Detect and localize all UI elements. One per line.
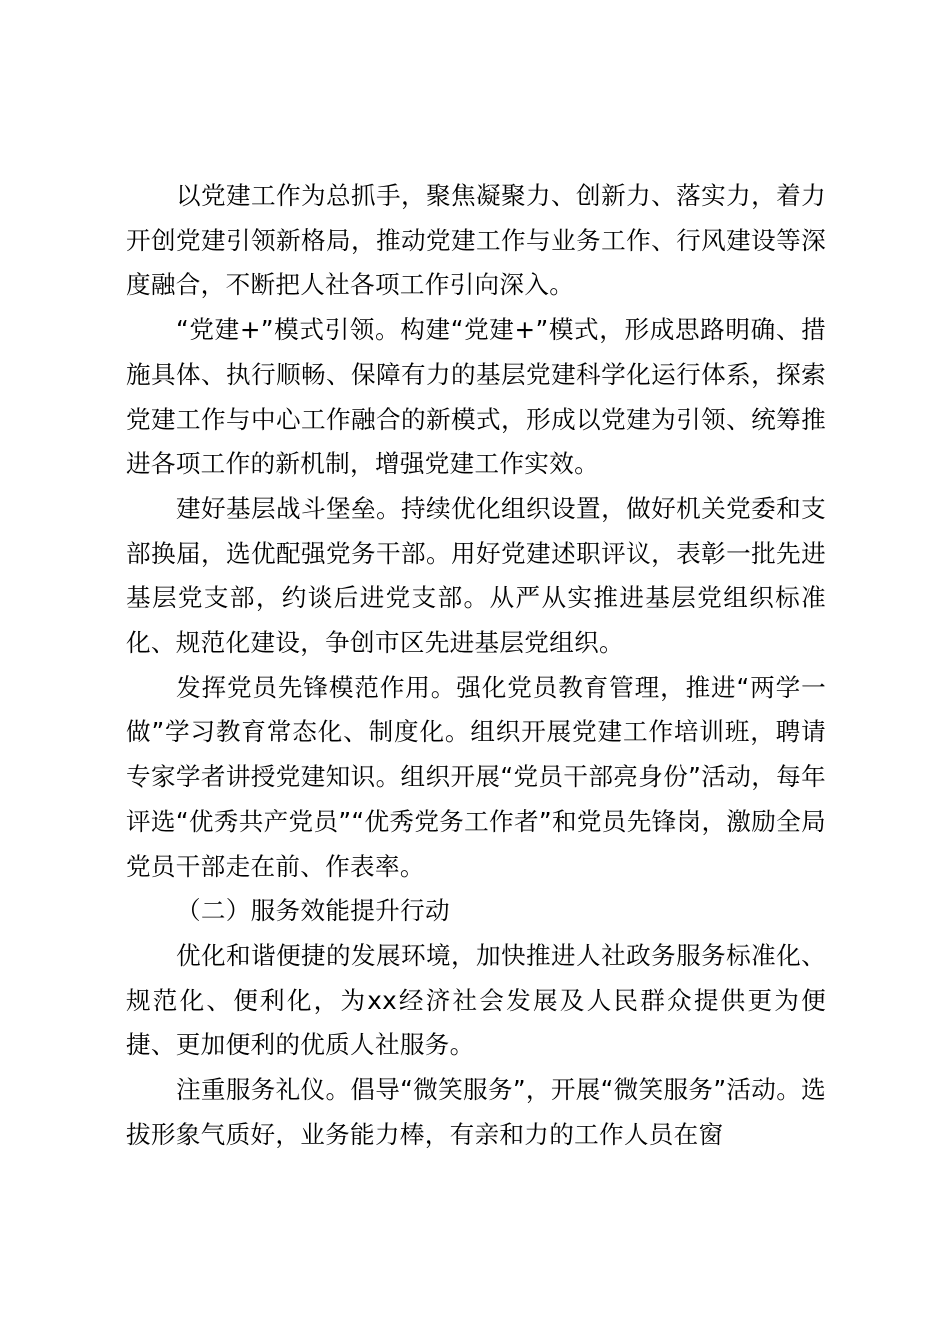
- paragraph-service-etiquette: 注重服务礼仪。倡导“微笑服务”，开展“微笑服务”活动。选拔形象气质好，业务能力棒，有亲和力的工作人员在窗: [126, 1075, 826, 1149]
- paragraph-party-member-vanguard: 发挥党员先锋模范作用。强化党员教育管理，推进“两学一做”学习教育常态化、制度化。组织开展党建工作培训班，聘请专家学者讲授党建知识。组织开展“党员干部亮身份”活动，每年评选“优秀共产党员”“优秀党务工作者”和党员先锋岗，激励全局党员干部走在前、作表率。: [126, 672, 826, 881]
- section-heading-service-efficiency: （二）服务效能提升行动: [176, 896, 450, 926]
- paragraph-grassroots-fortress: 建好基层战斗堡垒。持续优化组织设置，做好机关党委和支部换届，选优配强党务干部。用好党建述职评议，表彰一批先进基层党支部，约谈后进党支部。从严从实推进基层党组织标准化、规范化建设，争创市区先进基层党组织。: [126, 493, 826, 658]
- paragraph-party-building-intro: 以党建工作为总抓手，聚焦凝聚力、创新力、落实力，着力开创党建引领新格局，推动党建工作与业务工作、行风建设等深度融合，不断把人社各项工作引向深入。: [126, 181, 826, 300]
- document-body: [126, 174, 826, 1157]
- paragraph-service-environment: 优化和谐便捷的发展环境，加快推进人社政务服务标准化、规范化、便利化，为xx经济社会发展及人民群众提供更为便捷、更加便利的优质人社服务。: [126, 940, 826, 1060]
- paragraph-party-building-plus: “党建+”模式引领。构建“党建+”模式，形成思路明确、措施具体、执行顺畅、保障有力的基层党建科学化运行体系，探索党建工作与中心工作融合的新模式，形成以党建为引领、统筹推进各项工作的新机制，增强党建工作实效。: [126, 315, 826, 479]
